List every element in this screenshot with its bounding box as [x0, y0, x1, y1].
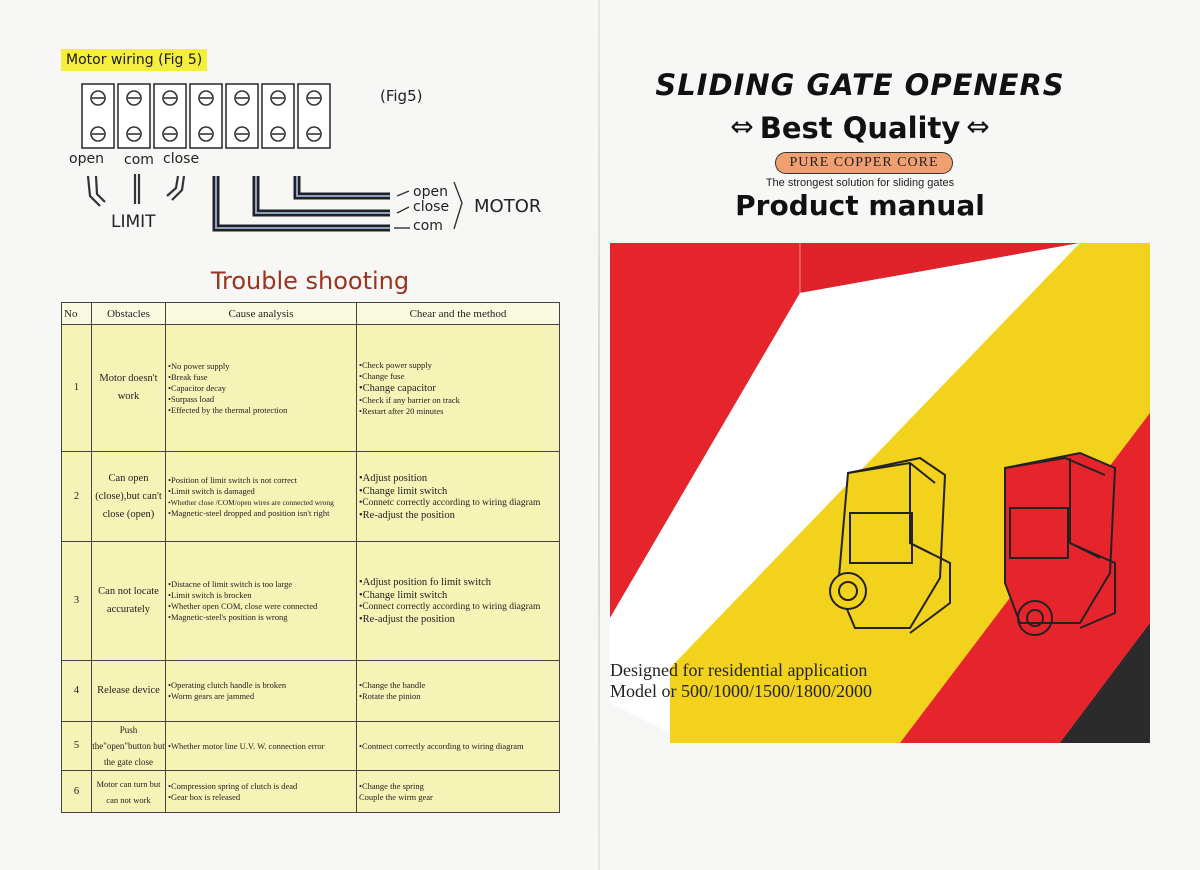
cause-cell [166, 722, 357, 771]
method-item: •Change fuse [359, 370, 405, 381]
row-number: 6 [62, 771, 92, 813]
cause-cell [166, 542, 357, 661]
cause-item: •No power supply [168, 360, 230, 371]
designed-for: Designed for residential application [610, 660, 868, 680]
method-item: •Adjust position fo limit switch [359, 577, 492, 588]
cause-item: •Magnetic-steel dropped and position isn't right [168, 507, 330, 518]
method-item: •Check power supply [359, 359, 432, 370]
method-cell [357, 771, 560, 813]
cause-item: •Whether motor line U.V. W. connection error [168, 740, 325, 751]
method-item: •Connect correctly according to wiring diagram [359, 602, 541, 612]
method-item: •Change limit switch [359, 590, 448, 601]
row-number: 2 [62, 452, 92, 542]
method-cell [357, 452, 560, 542]
method-item: •Change limit switch [359, 485, 448, 497]
method-item: •Re-adjust the position [359, 614, 455, 625]
method-item: •Connetc correctly according to wiring diagram [359, 497, 541, 508]
method-cell [357, 325, 560, 452]
table-row [62, 542, 560, 661]
row-number: 3 [62, 542, 92, 661]
obstacle-cell: Push the"open"button but the gate close [92, 722, 166, 771]
cause-item: •Limit switch is damaged [168, 485, 255, 496]
limit-label: LIMIT [111, 212, 156, 232]
method-item: Couple the wirm gear [359, 791, 433, 802]
header-method: Chear and the method [357, 303, 560, 325]
double-arrow-icon: ⇔ [966, 110, 990, 143]
cause-item: •Limit switch is brocken [168, 590, 252, 600]
header-no: No [62, 303, 92, 325]
table-row [62, 722, 560, 771]
cause-item: •Worm gears are jammed [168, 691, 255, 701]
obstacle-cell: Can not locate accurately [92, 542, 166, 661]
obstacle-cell: Can open (close),but can't close (open) [92, 452, 166, 542]
method-cell [357, 661, 560, 722]
row-number: 5 [62, 722, 92, 771]
obstacle-cell: Motor can turn but can not work [92, 771, 166, 813]
cause-cell [166, 661, 357, 722]
motor-wire-open: open [413, 184, 448, 200]
product-manual-title: Product manual [735, 189, 985, 222]
troubleshooting-title: Trouble shooting [210, 267, 410, 295]
cause-cell [166, 452, 357, 542]
cause-item: •Magnetic-steel's position is wrong [168, 612, 288, 622]
terminal-com-label: com [124, 152, 154, 168]
cover-quality [600, 110, 1120, 145]
designed-text [610, 660, 872, 702]
table-header-row [62, 303, 560, 325]
cover-tagline: The strongest solution for sliding gates [765, 177, 955, 189]
fig-label: (Fig5) [380, 87, 423, 105]
method-item: •Change the spring [359, 780, 424, 791]
cause-item: •Whether close /COM/open wires are connected wrong [168, 497, 334, 507]
method-item: •Re-adjust the position [359, 509, 455, 521]
cause-item: •Operating clutch handle is broken [168, 680, 287, 690]
cause-cell [166, 325, 357, 452]
cause-item: •Position of limit switch is not correct [168, 474, 298, 485]
method-item: •Change the handle [359, 680, 426, 690]
terminal-open-label: open [69, 151, 104, 167]
models-line: Model or 500/1000/1500/1800/2000 [610, 681, 872, 701]
table-row [62, 452, 560, 542]
obstacle-cell: Release device [92, 661, 166, 722]
cause-item: •Surpass load [168, 393, 215, 404]
troubleshooting-table [61, 302, 560, 813]
cause-item: •Distacne of limit switch is too large [168, 579, 293, 589]
method-item: •Change capacitor [359, 382, 436, 394]
method-cell [357, 722, 560, 771]
row-number: 4 [62, 661, 92, 722]
terminal-close-label: close [163, 151, 200, 167]
method-item: •Restart after 20 minutes [359, 405, 444, 416]
cause-item: •Effected by the thermal protection [168, 404, 288, 415]
cover-title: SLIDING GATE OPENERS [655, 68, 1065, 102]
method-item: •Rotate the pinion [359, 691, 421, 701]
motor-label: MOTOR [474, 196, 542, 217]
obstacle-cell: Motor doesn't work [92, 325, 166, 452]
method-item: •Contnect correctly according to wiring diagram [359, 740, 524, 751]
motor-wire-com: com [413, 218, 443, 234]
cause-cell [166, 771, 357, 813]
quality-text: Best Quality [759, 111, 961, 145]
table-row [62, 771, 560, 813]
method-item: •Adjust position [359, 472, 428, 484]
copper-core-badge: PURE COPPER CORE [775, 152, 953, 174]
cause-item: •Break fuse [168, 371, 208, 382]
motor-wiring-label: Motor wiring (Fig 5) [61, 49, 207, 71]
cause-item: •Whether open COM, close were connected [168, 601, 318, 611]
motor-wire-close: close [413, 199, 450, 215]
method-item: •Check if any barrier on track [359, 394, 460, 405]
header-obstacles: Obstacles [92, 303, 166, 325]
cause-item: •Capacitor decay [168, 382, 226, 393]
double-arrow-icon: ⇔ [730, 110, 754, 143]
cause-item: •Compression spring of clutch is dead [168, 780, 298, 791]
header-cause: Cause analysis [166, 303, 357, 325]
row-number: 1 [62, 325, 92, 452]
table-row [62, 661, 560, 722]
method-cell [357, 542, 560, 661]
table-row [62, 325, 560, 452]
cause-item: •Gear box is released [168, 791, 241, 802]
wiring-diagram [60, 78, 580, 248]
